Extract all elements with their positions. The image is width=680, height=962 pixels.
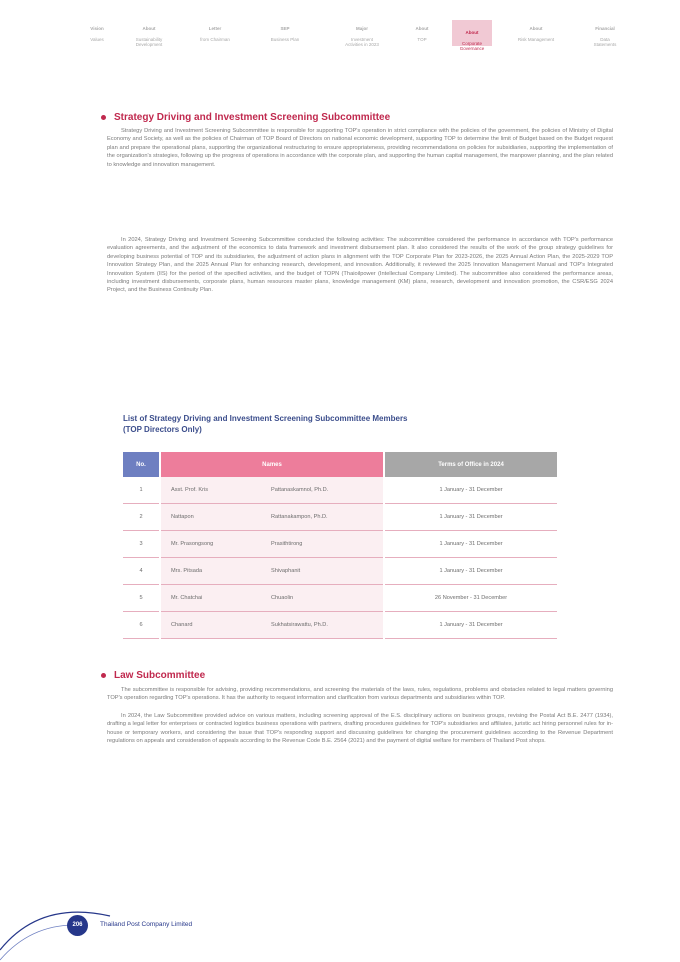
members-table-title: List of Strategy Driving and Investment Screening Subcommittee Members (TOP Directors Only) <box>123 414 408 434</box>
nav-tab-label: About <box>415 25 429 31</box>
section-heading-text: Strategy Driving and Investment Screening Subcommittee <box>114 112 391 123</box>
member-first-name: Mrs. Pitsada <box>171 568 203 574</box>
member-name <box>161 477 383 504</box>
nav-tab-financial[interactable] <box>580 20 630 48</box>
nav-tab-label: Financial <box>595 25 615 31</box>
strategy-paragraph-2: In 2024, Strategy Driving and Investment Screening Subcommittee conducted the following activities: The subcommittee considered the performance in accordance with TOP's performance evaluation agreements, and the adjustment of the economics to data framework and investment disbursement plan. It also considered the results of the work of the group strategy guidelines for developing business potential of TOP and its subsidiaries, the adjustment of action plans in alignment with the TOP Corporate Plan for 2023-2026, the 2025 Annual Action Plan, the 2025-2029 TOP Innovation Strategy Plan, and the 2025 Annual Plan for enhancing research, development, and innovation. Additionally, it reviewed the 2025 Innovation Management Manual and TOP's Integrated Innovation System (IIS) for the period of the specified activities, and the budget of TOPN (Thaioilpower (Intellectual Company Limited). The subcommittee also considered the performance areas, including investment disbursements, corporate plans, human resources master plans, knowledge management (KM) plans, research, development and innovation promotion, the CSR/ESG 2024 Project, and the Business Continuity Plan. <box>107 237 613 294</box>
table-row <box>123 612 557 639</box>
nav-tab-sublabel: Values <box>90 36 104 42</box>
nav-tab-label: SEP <box>280 25 290 31</box>
nav-tab-sublabel: Business Plan <box>270 36 300 42</box>
nav-tab-about-top[interactable] <box>408 20 436 48</box>
table-row <box>123 531 557 558</box>
section-heading-strategy <box>101 112 390 123</box>
nav-tab-major-investment[interactable] <box>332 20 392 48</box>
header-names: Names <box>161 452 383 477</box>
nav-tab-letter[interactable] <box>190 20 240 48</box>
member-last-name: Rattanakampon, Ph.D. <box>271 514 328 520</box>
table-row <box>123 477 557 504</box>
member-last-name: Pattanaskamnol, Ph.D. <box>271 487 329 493</box>
nav-tab-sublabel: Corporate Governance <box>459 40 485 51</box>
nav-tab-label: About <box>142 25 156 31</box>
nav-tab-sublabel: Investment Activities in 2023 <box>345 36 379 47</box>
nav-tab-sublabel: Data Statements <box>593 36 617 47</box>
section-heading-law <box>101 670 205 681</box>
member-name <box>161 504 383 531</box>
member-term: 1 January - 31 December <box>385 612 557 639</box>
header-terms: Terms of Office in 2024 <box>385 452 557 477</box>
table-row <box>123 504 557 531</box>
row-number: 4 <box>123 558 159 585</box>
member-name <box>161 531 383 558</box>
nav-tab-label: Vision <box>90 25 104 31</box>
table-row <box>123 558 557 585</box>
members-table <box>121 452 559 639</box>
nav-tab-label: Major <box>355 25 368 31</box>
table-header-row <box>123 452 557 477</box>
strategy-paragraph-1: Strategy Driving and Investment Screening Subcommittee is responsible for supporting TOP's operation in strict compliance with the policies of the government, the policies of Ministry of Digital Economy and Society, as well as the policies of Chairman of TOP Board of Directors on national economic development, supporting TOP to determine the limit of Budget based on the Budget request plan and prepare the operational plans, supporting the organizational restructuring to ensure appropriateness, providing recommendations on policies for subsidiaries, supporting the implementation of the organization's strategies, following up the progress of operations in accordance with the corporate plan, and supporting the human capital management, the manpower planning, and the plan related to knowledge and innovation management. <box>107 128 613 168</box>
row-number: 3 <box>123 531 159 558</box>
member-name <box>161 558 383 585</box>
row-number: 5 <box>123 585 159 612</box>
nav-tab-label: About <box>465 29 479 35</box>
member-term: 1 January - 31 December <box>385 558 557 585</box>
law-paragraph-2: In 2024, the Law Subcommittee provided advice on various matters, including screening approval of the E.S. disciplinary actions on business groups, revising the Postal Act B.E. 2477 (1934), drafting a legal letter for enterprises or contracted logistics business operations with partners, drafting procedures guidelines for TOP's subsidiaries and affiliates, juristic act hiring personnel rules for in-house or temporary workers, and considering the issue that TOP's responding support and discussing guidelines for changing the procurement guidelines according to the Revenue Department regulations on appeals and consideration of appeals according to the Revenue Code B.E. 2564 (2021) and the payment of digital welfare for members of Thailand Post shops. <box>107 713 613 745</box>
nav-tab-sublabel: Risk Management <box>517 36 555 42</box>
member-term: 1 January - 31 December <box>385 504 557 531</box>
nav-tab-sep-plan[interactable] <box>260 20 310 48</box>
law-paragraph-1: The subcommittee is responsible for advising, providing recommendations, and screening the materials of the laws, rules, regulations, problems and obstacles related to legal matters governing TOP's operation regarding TOP's operations. It has the authority to request information and clarification from various departments and subsidiaries within TOP. <box>107 687 613 702</box>
member-last-name: Sukhatsirawattu, Ph.D. <box>271 622 328 628</box>
nav-tab-sublabel: TOP <box>417 36 427 42</box>
footer-company-name: Thailand Post Company Limited <box>100 921 193 928</box>
member-first-name: Asst. Prof. Kris <box>171 487 208 493</box>
nav-tab-corporate-governance[interactable] <box>452 20 492 51</box>
nav-tab-label: About <box>529 25 543 31</box>
page-number-badge: 206 <box>67 915 88 936</box>
member-last-name: Prasithtirong <box>271 541 303 547</box>
nav-tab-about-sustainability[interactable] <box>125 20 173 48</box>
row-number: 2 <box>123 504 159 531</box>
nav-tab-vision[interactable] <box>83 20 111 48</box>
member-first-name: Nattapon <box>171 514 194 520</box>
bullet-icon <box>101 115 106 120</box>
nav-tab-sublabel: Sustainability Development <box>135 36 163 47</box>
table-row <box>123 585 557 612</box>
member-first-name: Mr. Chatchai <box>171 595 203 601</box>
bullet-icon <box>101 673 106 678</box>
top-navigation <box>0 0 680 60</box>
row-number: 6 <box>123 612 159 639</box>
nav-tab-label: Letter <box>208 25 222 31</box>
member-first-name: Chanard <box>171 622 193 628</box>
member-last-name: Shivaphanit <box>271 568 301 574</box>
row-number: 1 <box>123 477 159 504</box>
nav-tab-risk-management[interactable] <box>510 20 562 48</box>
member-name <box>161 612 383 639</box>
member-name <box>161 585 383 612</box>
nav-tab-sublabel: from Chairman <box>200 36 230 42</box>
member-term: 1 January - 31 December <box>385 477 557 504</box>
member-first-name: Mr. Prasongsong <box>171 541 214 547</box>
member-term: 26 November - 31 December <box>385 585 557 612</box>
member-last-name: Chuaolin <box>271 595 294 601</box>
header-no: No. <box>123 452 159 477</box>
section-heading-text: Law Subcommittee <box>114 670 206 681</box>
member-term: 1 January - 31 December <box>385 531 557 558</box>
